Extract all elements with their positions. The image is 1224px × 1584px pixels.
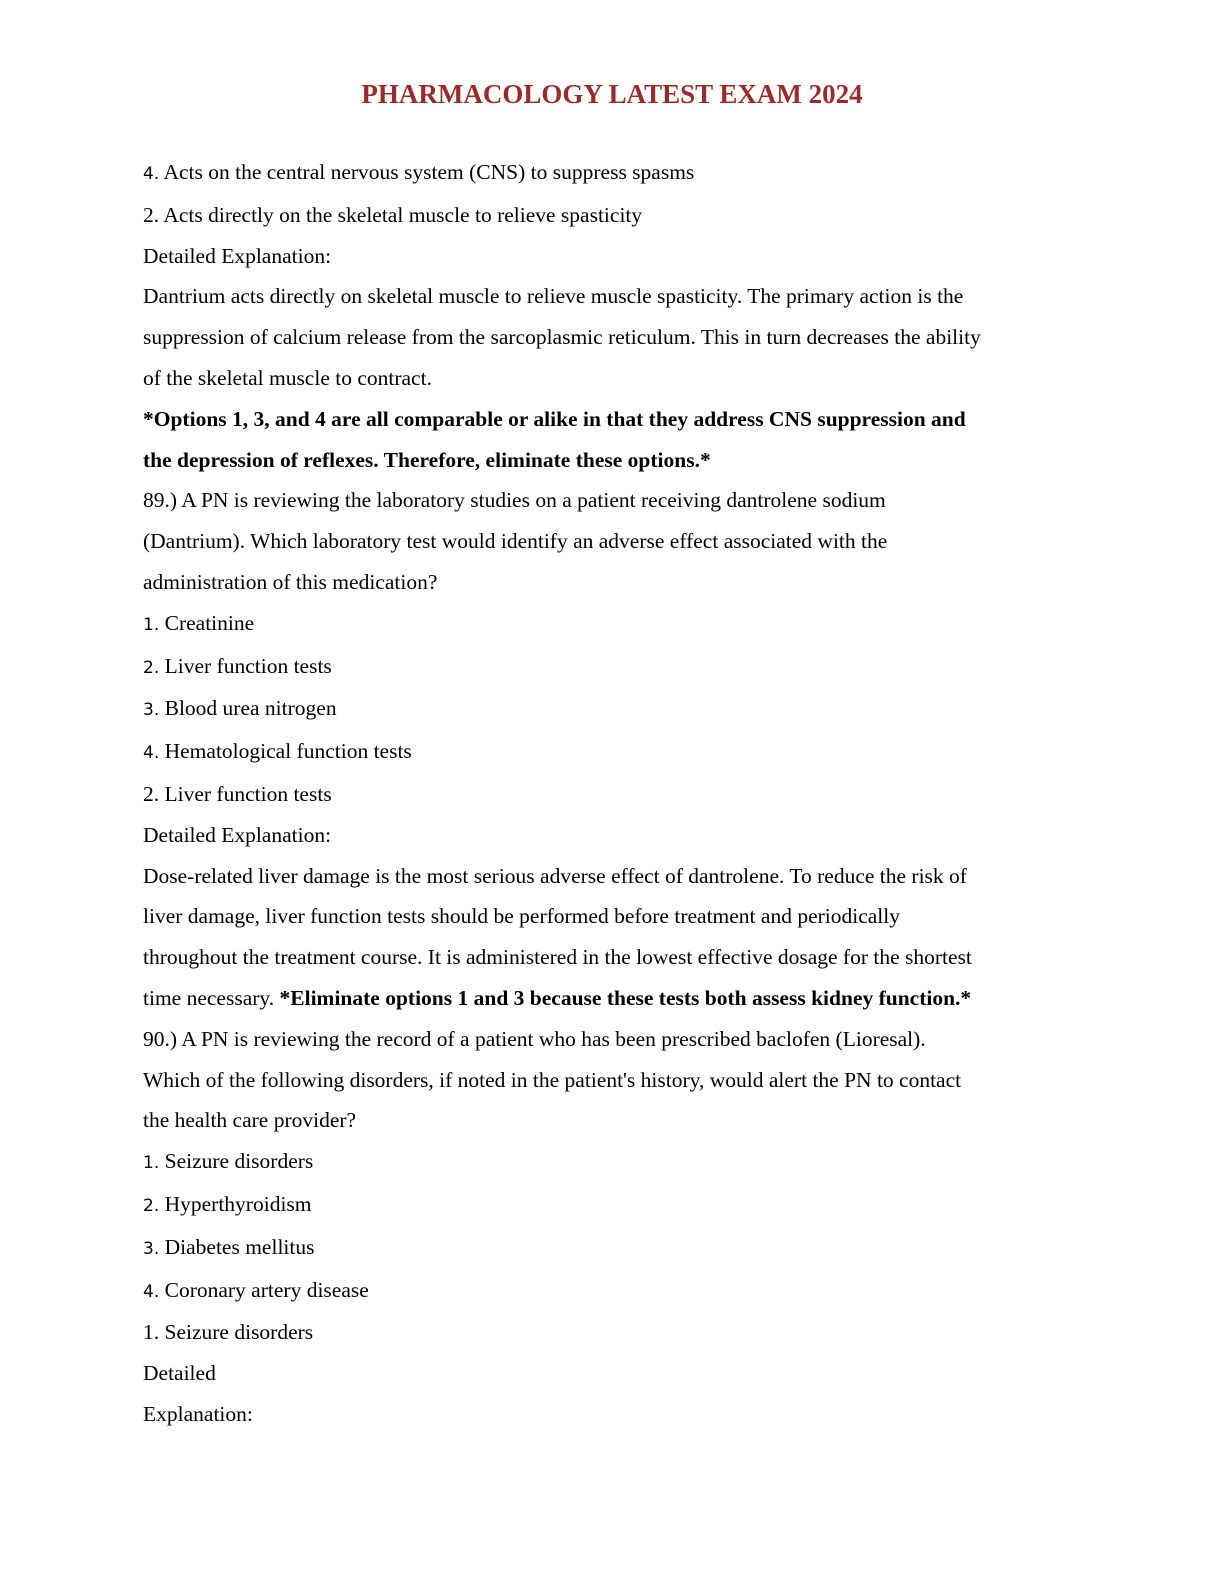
explanation-text: throughout the treatment course. It is administered in the lowest effective dosage for the shortest [143, 945, 972, 970]
option-number: 2. [143, 1195, 160, 1216]
explanation-text: Dose-related liver damage is the most serious adverse effect of dantrolene. To reduce the risk of [143, 863, 967, 888]
correct-answer: 1. Seizure disorders [143, 1320, 314, 1345]
option-text: Hyperthyroidism [164, 1191, 312, 1216]
option-text: Acts on the central nervous system (CNS) to suppress spasms [163, 160, 695, 184]
elimination-note: *Options 1, 3, and 4 are all comparable or alike in that they address CNS suppression and [143, 406, 966, 431]
option-text: Diabetes mellitus [164, 1234, 315, 1259]
question-stem: Which of the following disorders, if noted in the patient's history, would alert the PN to contact [143, 1067, 962, 1092]
explanation-text: of the skeletal muscle to contract. [143, 365, 432, 390]
correct-answer: 2. Liver function tests [143, 781, 332, 806]
elimination-note: the depression of reflexes. Therefore, eliminate these options.* [143, 447, 711, 472]
option-number: 4. [143, 1281, 160, 1302]
question-stem: the health care provider? [143, 1108, 357, 1133]
question-stem: (Dantrium). Which laboratory test would identify an adverse effect associated with the [143, 529, 888, 554]
option-item [143, 152, 1083, 195]
option-item [143, 731, 1083, 774]
explanation-text: Dantrium acts directly on skeletal muscle to relieve muscle spasticity. The primary action is the [143, 284, 964, 309]
option-item [143, 688, 1083, 731]
elimination-note: *Eliminate options 1 and 3 because these tests both assess kidney function.* [279, 985, 972, 1010]
option-text: Blood urea nitrogen [164, 696, 337, 721]
explanation-text: liver damage, liver function tests should be performed before treatment and periodically [143, 904, 901, 929]
question-stem: 89.) A PN is reviewing the laboratory studies on a patient receiving dantrolene sodium [143, 488, 886, 513]
option-text: Liver function tests [164, 653, 332, 678]
option-number: 1. [143, 614, 160, 635]
explanation-plain: time necessary. [143, 985, 280, 1010]
option-text: Creatinine [164, 610, 255, 635]
option-item [143, 1184, 1083, 1227]
option-text: Hematological function tests [164, 739, 412, 764]
question-stem: administration of this medication? [143, 569, 438, 594]
option-number: 3. [143, 700, 160, 721]
option-item [143, 1141, 1083, 1184]
explanation-label: Detailed Explanation: [143, 243, 332, 268]
option-item [143, 603, 1083, 646]
explanation-text: suppression of calcium release from the sarcoplasmic reticulum. This in turn decreases the ability [143, 325, 981, 350]
option-number: 4. [143, 743, 160, 764]
explanation-label: Detailed [143, 1361, 216, 1386]
option-item [143, 1227, 1083, 1270]
option-number: 1. [143, 1153, 160, 1174]
option-text: Coronary artery disease [164, 1277, 369, 1302]
option-text: Seizure disorders [164, 1149, 314, 1174]
explanation-text [143, 978, 1083, 1019]
option-number: 3. [143, 1238, 160, 1259]
option-number: 2. [143, 657, 160, 678]
page-title: PHARMACOLOGY LATEST EXAM 2024 [361, 79, 863, 109]
correct-answer: 2. Acts directly on the skeletal muscle to relieve spasticity [143, 202, 643, 227]
option-number: 4. [143, 164, 160, 184]
option-item [143, 1270, 1083, 1313]
document-body [143, 152, 1083, 1435]
explanation-label: Explanation: [143, 1401, 253, 1426]
option-item [143, 646, 1083, 689]
explanation-label: Detailed Explanation: [143, 822, 332, 847]
question-stem: 90.) A PN is reviewing the record of a patient who has been prescribed baclofen (Lioresal). [143, 1026, 926, 1051]
